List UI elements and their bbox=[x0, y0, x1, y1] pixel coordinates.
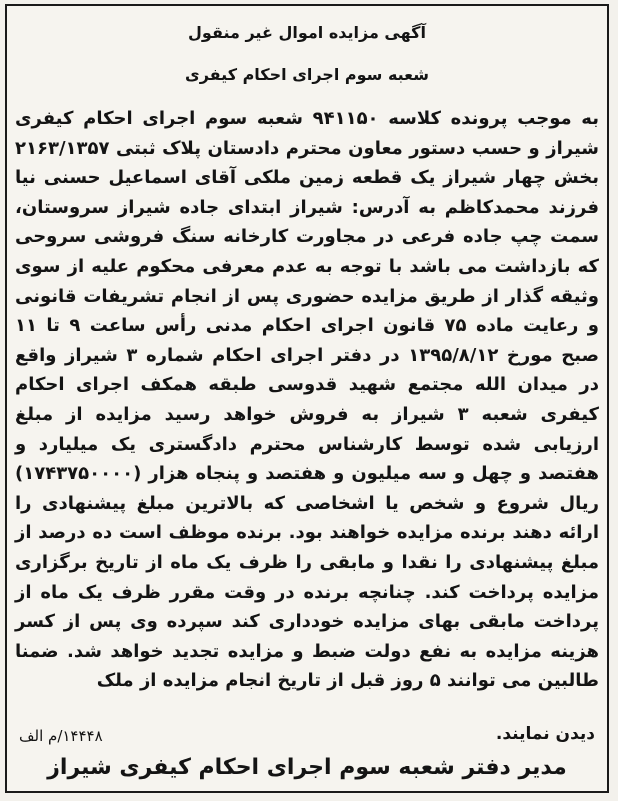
notice-frame bbox=[5, 4, 609, 793]
reference-number: ۱۴۴۴۸/م الف bbox=[19, 727, 103, 745]
signature: مدیر دفتر شعبه سوم اجرای احکام کیفری شیراز bbox=[47, 755, 567, 780]
notice-body: به موجب پرونده کلاسه ۹۴۱۱۵۰ شعبه سوم اجرای احکام کیفری شیراز و حسب دستور معاون محترم دادستان پلاک ثبتی ۲۱۶۳/۱۳۵۷ بخش چهار شیراز یک قطعه زمین ملکی آقای اسماعیل حسنی نیا فرزند محمدکاظم به آدرس: شیراز ابتدای جاده شیراز سروستان، سمت چپ جاده فرعی در مجاورت کارخانه سنگ فروشی سروحی که بازداشت می باشد با توجه به عدم معرفی محکوم علیه از سوی وثیقه گذار از طریق مزایده حضوری پس از انجام تشریفات قانونی و رعایت ماده ۷۵ قانون اجرای احکام مدنی رأس ساعت ۹ تا ۱۱ صبح مورخ ۱۳۹۵/۸/۱۲ در دفتر اجرای احکام شماره ۳ شیراز واقع در میدان الله مجتمع شهید قدوسی طبقه همکف اجرای احکام کیفری شعبه ۳ شیراز به فروش خواهد رسید مزایده از مبلغ ارزیابی شده توسط کارشناس محترم دادگستری یک میلیارد و هفتصد و چهل و سه میلیون و هفتصد و پنجاه هزار (۱۷۴۳۷۵۰۰۰۰) ریال شروع و شخص یا اشخاصی که بالاترین مبلغ پیشنهادی را ارائه دهند برنده مزایده خواهند بود. برنده موظف است ده درصد از مبلغ پیشنهادی را نقدا و مابقی را ظرف یک ماه از تاریخ برگزاری مزایده پرداخت کند. چنانچه برنده در وقت مقرر ظرف یک ماه از پرداخت مابقی بهای مزایده خودداری کند سپرده وی پس از کسر هزینه مزایده به نفع دولت ضبط و مزایده تجدید خواهد شد. ضمنا طالبین می توانند ۵ روز قبل از تاریخ انجام مزایده از ملک bbox=[15, 108, 600, 692]
notice-footer-row bbox=[19, 722, 595, 746]
notice-subtitle: شعبه سوم اجرای احکام کیفری bbox=[185, 65, 429, 84]
notice-closing: دیدن نمایند. bbox=[495, 724, 595, 744]
notice-header bbox=[7, 12, 607, 96]
notice-title: آگهی مزایده اموال غیر منقول bbox=[188, 23, 426, 42]
